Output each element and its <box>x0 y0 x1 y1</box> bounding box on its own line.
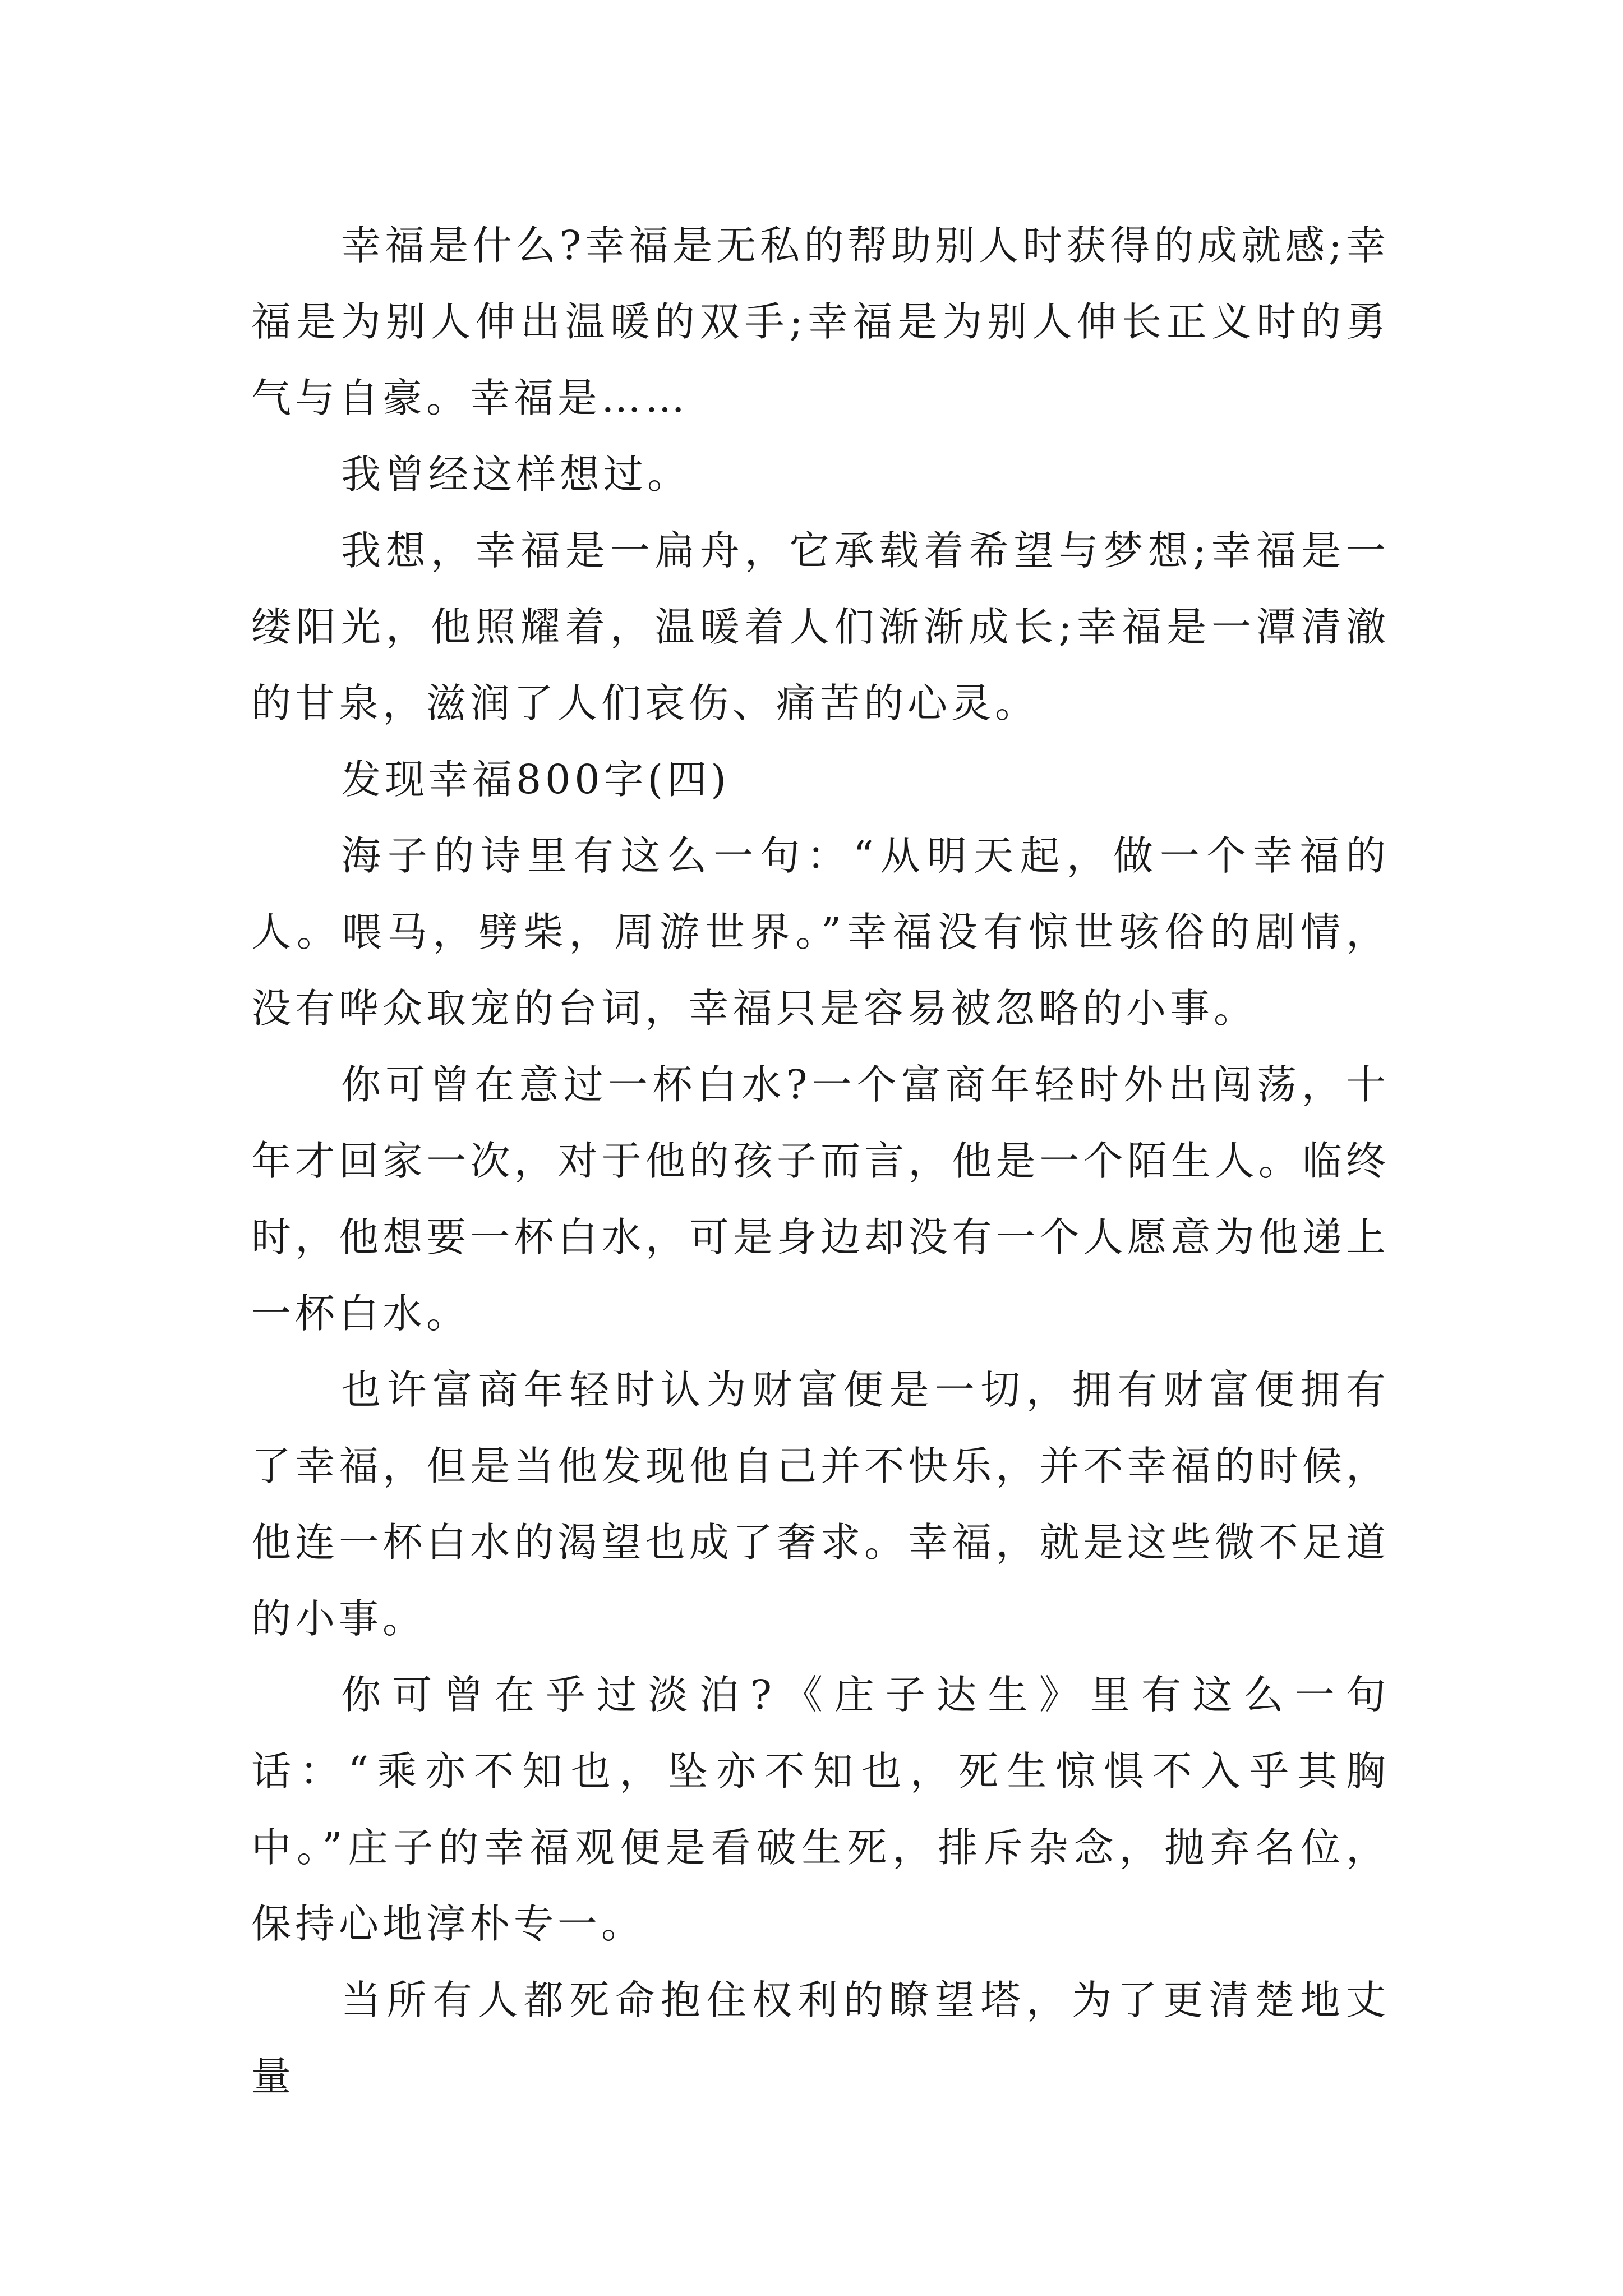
paragraph: 你可曾在乎过淡泊?《庄子达生》里有这么一句话：“乘亦不知也，坠亦不知也，死生惊惧不入乎其胸中。”庄子的幸福观便是看破生死，排斥杂念，抛弃名位，保持心地淳朴专一。 <box>251 1672 1390 1947</box>
document-body <box>251 208 1390 2115</box>
paragraph: 你可曾在意过一杯白水?一个富商年轻时外出闯荡，十年才回家一次，对于他的孩子而言，他是一个陌生人。临终时，他想要一杯白水，可是身边却没有一个人愿意为他递上一杯白水。 <box>251 1061 1390 1337</box>
paragraph: 海子的诗里有这么一句：“从明天起，做一个幸福的人。喂马，劈柴，周游世界。”幸福没有惊世骇俗的剧情，没有哗众取宠的台词，幸福只是容易被忽略的小事。 <box>251 832 1390 1032</box>
paragraph: 我想，幸福是一扁舟，它承载着希望与梦想;幸福是一缕阳光，他照耀着，温暖着人们渐渐成长;幸福是一潭清澈的甘泉，滋润了人们哀伤、痛苦的心灵。 <box>251 527 1390 726</box>
paragraph: 幸福是什么?幸福是无私的帮助别人时获得的成就感;幸福是为别人伸出温暖的双手;幸福是为别人伸长正义时的勇气与自豪。幸福是…… <box>251 222 1390 421</box>
paragraph: 我曾经这样想过。 <box>341 451 691 498</box>
paragraph: 当所有人都死命抱住权利的瞭望塔，为了更清楚地丈量 <box>251 1977 1390 2100</box>
section-heading: 发现幸福800字(四) <box>341 756 730 803</box>
paragraph: 也许富商年轻时认为财富便是一切，拥有财富便拥有了幸福，但是当他发现他自己并不快乐，并不幸福的时候，他连一杯白水的渴望也成了奢求。幸福，就是这些微不足道的小事。 <box>251 1366 1390 1642</box>
